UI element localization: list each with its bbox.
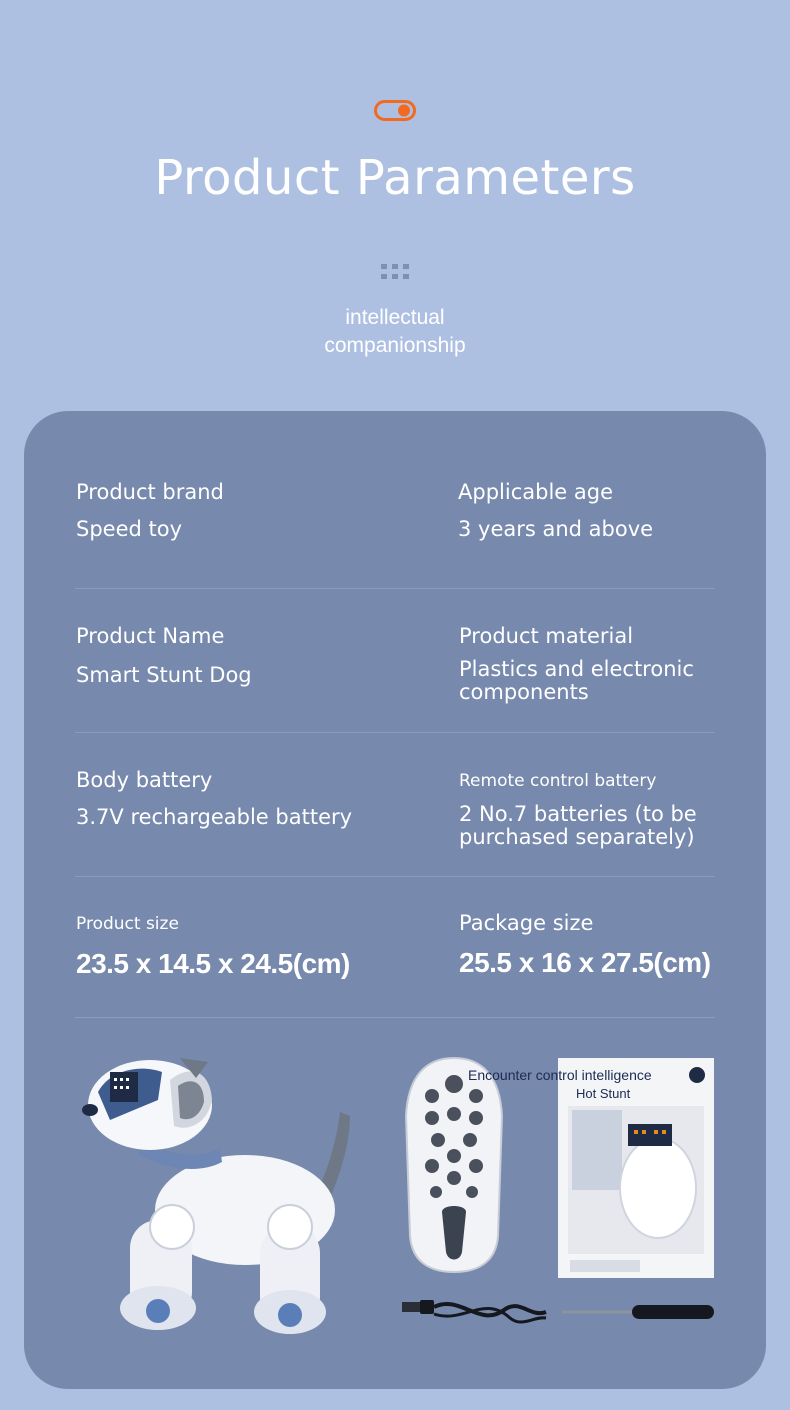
param-body-battery xyxy=(76,768,352,829)
param-material xyxy=(459,624,694,704)
package-box-text-2: Hot Stunt xyxy=(576,1086,631,1101)
subtitle-line-1: intellectual xyxy=(345,306,445,329)
subtitle-line-2: companionship xyxy=(324,334,466,357)
usb-cable-image xyxy=(400,1288,550,1334)
param-product-size xyxy=(76,914,350,980)
param-value: Speed toy xyxy=(76,517,183,541)
param-name xyxy=(76,624,252,687)
param-value-line: purchased separately) xyxy=(459,825,695,849)
grid-dots-icon xyxy=(381,264,409,280)
param-label: Remote control battery xyxy=(459,771,657,791)
param-value: 25.5 x 16 x 27.5(cm) xyxy=(459,947,711,978)
param-label: Product brand xyxy=(76,480,224,504)
param-value: Smart Stunt Dog xyxy=(76,663,252,687)
param-label: Product Name xyxy=(76,624,225,648)
divider xyxy=(75,732,715,733)
param-value xyxy=(459,803,697,849)
param-brand xyxy=(76,480,224,541)
param-value: 23.5 x 14.5 x 24.5(cm) xyxy=(76,948,350,979)
param-value: 3.7V rechargeable battery xyxy=(76,805,353,829)
param-value-line: Plastics and electronic xyxy=(459,657,694,681)
divider xyxy=(75,1017,715,1018)
divider xyxy=(75,876,715,877)
divider xyxy=(75,588,715,589)
param-value-line: 2 No.7 batteries (to be xyxy=(459,802,697,826)
param-label: Product material xyxy=(459,624,634,648)
param-value: 3 years and above xyxy=(458,517,654,541)
param-label: Package size xyxy=(459,911,594,935)
screwdriver-image xyxy=(560,1300,718,1324)
param-value-line: components xyxy=(459,680,589,704)
toggle-icon xyxy=(374,100,416,121)
param-package-size xyxy=(459,911,711,979)
param-label: Product size xyxy=(76,914,179,934)
param-value xyxy=(459,658,694,704)
subtitle xyxy=(0,304,790,360)
remote-control-image xyxy=(402,1056,506,1274)
robot-dog-image xyxy=(70,1050,360,1340)
param-label: Applicable age xyxy=(458,480,613,504)
param-age xyxy=(458,480,653,541)
param-label: Body battery xyxy=(76,768,213,792)
param-remote-battery xyxy=(459,771,697,849)
package-box-text-1: Encounter control intelligence xyxy=(468,1067,652,1083)
page-title: Product Parameters xyxy=(154,150,636,206)
